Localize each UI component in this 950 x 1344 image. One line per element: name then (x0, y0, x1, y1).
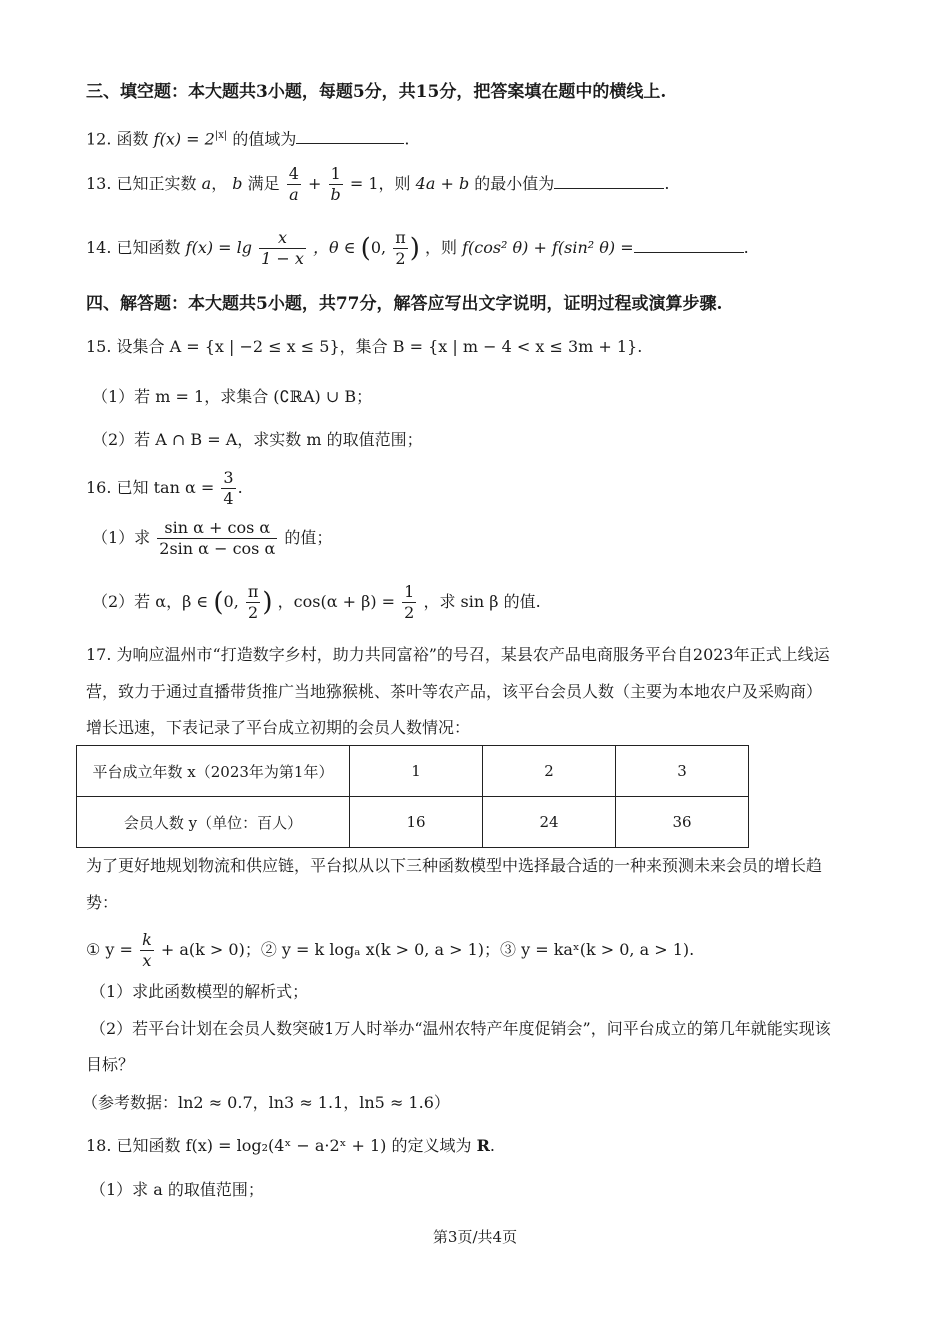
question-17-line-5: 势： (86, 893, 119, 912)
members-table (76, 745, 749, 848)
question-17-reference: （参考数据：ln2 ≈ 0.7，ln3 ≈ 1.1，ln5 ≈ 1.6） (82, 1093, 450, 1112)
fraction: $\frac{1}{b}$ (330, 164, 341, 204)
question-17-models: ① y = $\frac{k}{x}$ + a(k > 0)；② y = k logₐ x(k > 0, a > 1)；③ y = kaˣ(k > 0, a > 1). (86, 930, 695, 970)
question-17-line-4: 为了更好地规划物流和供应链，平台拟从以下三种函数模型中选择最合适的一种来预测未来会员的增长趋 (86, 856, 823, 875)
table-row (77, 797, 749, 848)
table-cell: 会员人数 y（单位：百人） (77, 797, 350, 848)
table-row (77, 746, 749, 797)
answer-blank (554, 172, 664, 189)
section4-heading: 四、解答题：本大题共5小题，共77分，解答应写出文字说明，证明过程或演算步骤. (86, 294, 723, 314)
question-18-part-1: （1）求 a 的取值范围； (90, 1180, 264, 1199)
question-15-part-1: （1）若 m = 1，求集合 (∁ℝA) ∪ B； (92, 387, 373, 406)
question-17-part-2-line-2: 目标？ (86, 1055, 135, 1074)
fraction: $\frac{k}{x}$ (142, 930, 152, 970)
table-cell: 2 (483, 746, 616, 797)
page-footer: 第3页/共4页 (432, 1228, 518, 1246)
answer-blank (634, 236, 744, 253)
question-17-part-2-line-1: （2）若平台计划在会员人数突破1万人时举办“温州农特产年度促销会”，问平台成立的第几年就能实现该 (90, 1019, 831, 1038)
fraction: $\frac{4}{a}$ (288, 164, 299, 204)
question-17-line-3: 增长迅速，下表记录了平台成立初期的会员人数情况： (86, 718, 471, 737)
question-15: 15. 设集合 A = {x | −2 ≤ x ≤ 5}，集合 B = {x | m − 4 < x ≤ 3m + 1}. (86, 337, 643, 356)
question-16-part-1: （1）求 $\frac{\text{sin α + cos α}}{\text{2sin α − cos α}}$ 的值； (92, 518, 333, 558)
question-17-part-1: （1）求此函数模型的解析式； (90, 982, 309, 1001)
section3-heading: 三、填空题：本大题共3小题，每题5分，共15分，把答案填在题中的横线上. (86, 82, 667, 102)
fraction: $\frac{3}{4}$ (223, 468, 234, 508)
table-cell: 16 (350, 797, 483, 848)
table-cell: 24 (483, 797, 616, 848)
fraction: $\frac{1}{2}$ (404, 582, 415, 622)
fraction: $\frac{\pi}{2}$ (247, 582, 259, 622)
table-cell: 36 (616, 797, 749, 848)
question-17-line-2: 营，致力于通过直播带货推广当地猕猴桃、茶叶等农产品，该平台会员人数（主要为本地农户及采购商） (86, 682, 823, 701)
question-13: 13. 已知正实数 a， b 满足 $\frac{4}{a}$ + $\frac{1}{b}$ = 1，则 4a + b 的最小值为 . (86, 164, 670, 204)
question-15-part-2: （2）若 A ∩ B = A，求实数 m 的取值范围； (92, 430, 423, 449)
answer-blank (296, 127, 404, 144)
fraction: $\frac{x}{1 - x}$ (261, 228, 304, 268)
table-cell: 1 (350, 746, 483, 797)
fraction: $\frac{\pi}{2}$ (395, 228, 406, 268)
table-cell: 3 (616, 746, 749, 797)
question-17-line-1: 17. 为响应温州市“打造数字乡村，助力共同富裕”的号召，某县农产品电商服务平台自2023年正式上线运 (86, 645, 830, 664)
question-16-part-2: （2）若 α，β ∈ (0, $\frac{\pi}{2}$ ) ，cos(α + β) = $\frac{1}{2}$ ，求 sin β 的值. (92, 582, 541, 622)
question-14: 14. 已知函数 f(x) = lg $\frac{x}{1 - x}$ ，θ ∈ (0, $\frac{\pi}{2}$ ) ，则 f(cos² θ) + f(sin² θ) = . (86, 228, 749, 268)
fraction: $\frac{\text{sin α + cos α}}{\text{2sin α − cos α}}$ (159, 518, 276, 558)
question-12: 12. 函数 $f(x) = 2^{|x|}$ 的值域为 . (86, 129, 410, 149)
question-16: 16. 已知 tan α = $\frac{3}{4}$ . (86, 468, 243, 508)
table-cell: 平台成立年数 x（2023年为第1年） (77, 746, 350, 797)
question-18: 18. 已知函数 f(x) = log₂(4ˣ − a·2ˣ + 1) 的定义域为 R. (86, 1136, 495, 1155)
